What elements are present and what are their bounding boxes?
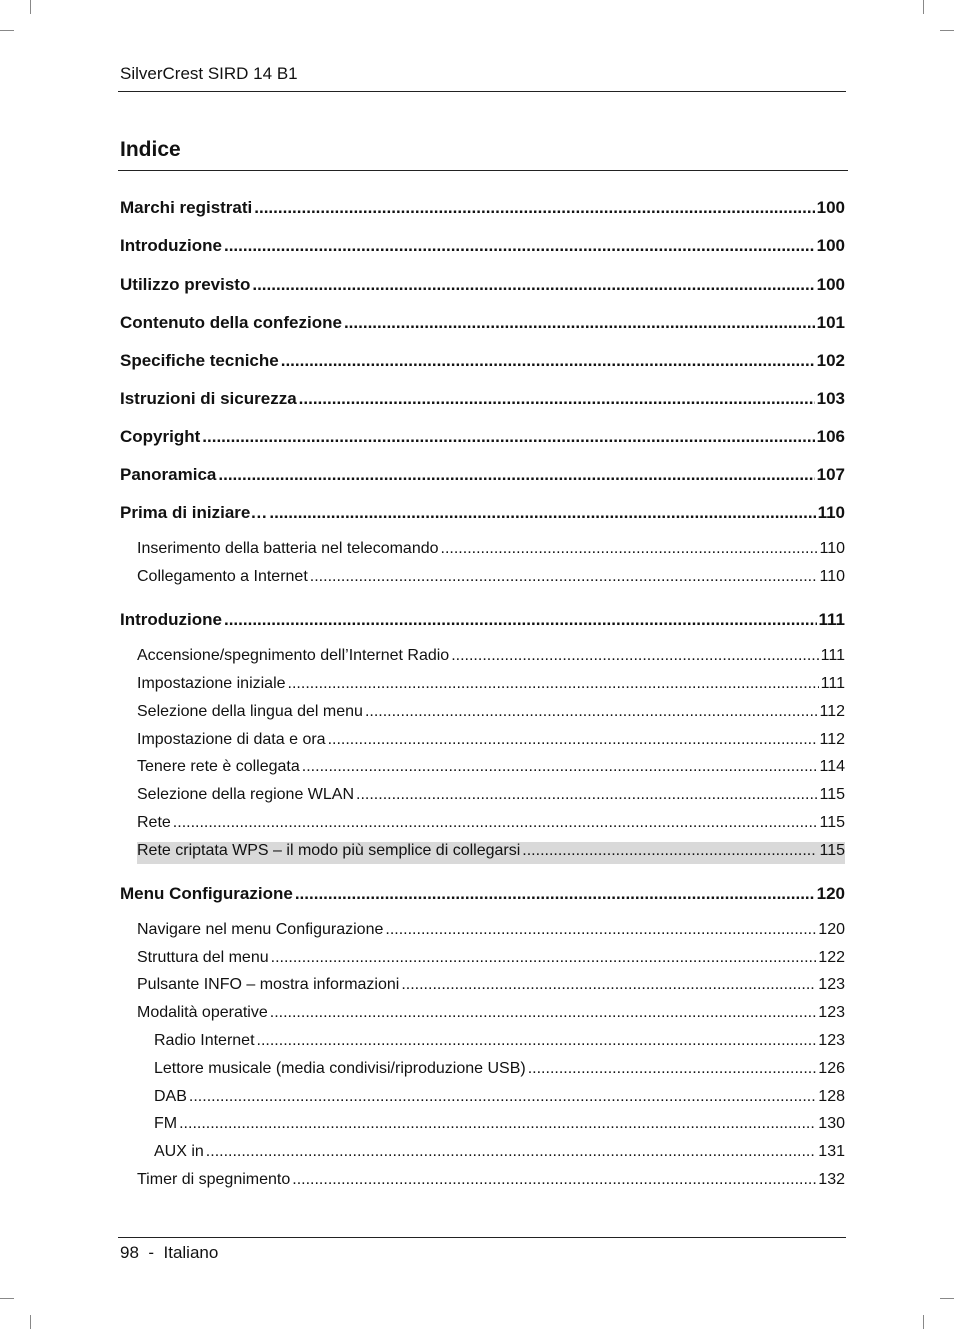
- toc-entry[interactable]: [137, 540, 845, 562]
- crop-mark: [0, 1298, 14, 1299]
- toc-entry-label: Collegamento a Internet: [137, 568, 308, 585]
- toc-entry[interactable]: [137, 921, 845, 943]
- crop-mark: [940, 1298, 954, 1299]
- toc-entry-label: Contenuto della confezione: [120, 313, 342, 332]
- toc-entry-page: 123: [818, 976, 845, 993]
- toc-entry-label: DAB: [154, 1088, 187, 1105]
- toc-entry[interactable]: [137, 1171, 845, 1193]
- dot-leader: [224, 610, 817, 630]
- toc-entry-page: 103: [816, 389, 845, 408]
- toc-entry-page: 112: [819, 703, 845, 720]
- dot-leader: [252, 275, 814, 295]
- toc-entry-page: 102: [816, 351, 845, 370]
- footer-separator: -: [148, 1243, 155, 1262]
- toc-entry-page: 123: [818, 1032, 845, 1049]
- toc-entry-label: Istruzioni di sicurezza: [120, 389, 297, 408]
- toc-entry-page: 112: [819, 731, 845, 748]
- dot-leader: [189, 1088, 816, 1106]
- toc-entry-label: Selezione della regione WLAN: [137, 786, 355, 803]
- dot-leader: [302, 758, 818, 776]
- toc-entry[interactable]: [120, 351, 845, 373]
- toc-entry-page: 131: [818, 1143, 845, 1160]
- toc-entry-page: 100: [816, 198, 845, 217]
- toc-entry[interactable]: [120, 884, 845, 906]
- toc-entry-label: Panoramica: [120, 465, 217, 484]
- toc-entry-page: 111: [820, 647, 845, 664]
- toc-entry-page: 130: [818, 1115, 845, 1132]
- toc-entry[interactable]: [120, 313, 845, 335]
- crop-mark: [0, 30, 14, 31]
- toc-entry-label: Selezione della lingua del menu: [137, 703, 363, 720]
- footer-language: Italiano: [163, 1243, 219, 1262]
- dot-leader: [292, 1171, 816, 1189]
- crop-mark: [923, 1315, 924, 1329]
- toc-entry[interactable]: [154, 1060, 845, 1082]
- toc-entry-page: 120: [818, 921, 845, 938]
- toc-entry[interactable]: [137, 949, 845, 971]
- toc-entry[interactable]: [137, 842, 845, 864]
- toc-entry-page: 100: [816, 236, 845, 255]
- toc-entry[interactable]: [154, 1088, 845, 1110]
- toc-entry[interactable]: [120, 610, 845, 632]
- toc-entry[interactable]: [120, 503, 845, 525]
- toc-entry-label: Introduzione: [120, 610, 222, 629]
- toc-entry[interactable]: [137, 976, 845, 998]
- dot-leader: [365, 703, 818, 721]
- toc-entry-label: Accensione/spegnimento dell’Internet Radio: [137, 647, 450, 664]
- dot-leader: [173, 814, 818, 832]
- dot-leader: [270, 1004, 817, 1022]
- toc-entry[interactable]: [137, 675, 845, 697]
- page-footer: [120, 1243, 218, 1263]
- toc-entry-label: Impostazione di data e ora: [137, 731, 326, 748]
- toc-entry-label: Pulsante INFO – mostra informazioni: [137, 976, 400, 993]
- dot-leader: [271, 949, 817, 967]
- toc-entry[interactable]: [137, 786, 845, 808]
- toc-entry-page: 115: [819, 786, 845, 803]
- toc-entry-page: 120: [816, 884, 845, 903]
- dot-leader: [295, 884, 815, 904]
- toc-entry-label: Impostazione iniziale: [137, 675, 286, 692]
- toc-entry-label: FM: [154, 1115, 178, 1132]
- header-divider: [118, 91, 846, 92]
- dot-leader: [344, 313, 815, 333]
- running-header: SilverCrest SIRD 14 B1: [120, 64, 298, 83]
- crop-mark: [940, 30, 954, 31]
- dot-leader: [451, 647, 818, 665]
- toc-entry-page: 114: [819, 758, 845, 775]
- toc-entry-label: Inserimento della batteria nel telecomando: [137, 540, 439, 557]
- dot-leader: [441, 540, 818, 558]
- toc-entry-label: Specifiche tecniche: [120, 351, 279, 370]
- toc-entry-page: 132: [818, 1171, 845, 1188]
- toc-entry-page: 115: [819, 814, 845, 831]
- toc-entry-page: 101: [816, 313, 845, 332]
- toc-entry-label: Utilizzo previsto: [120, 275, 251, 294]
- toc-entry-page: 111: [820, 675, 845, 692]
- toc-entry-label: Copyright: [120, 427, 201, 446]
- toc-entry-page: 107: [816, 465, 845, 484]
- dot-leader: [288, 675, 819, 693]
- toc-entry[interactable]: [137, 1004, 845, 1026]
- toc-entry-label: Lettore musicale (media condivisi/riproduzione USB): [154, 1060, 526, 1077]
- toc-entry-label: Rete criptata WPS – il modo più semplice di collegarsi: [137, 842, 521, 859]
- toc-entry-label: AUX in: [154, 1143, 204, 1160]
- toc-entry[interactable]: [137, 568, 845, 590]
- page-title: Indice: [120, 138, 181, 161]
- toc-entry-page: 115: [819, 842, 845, 859]
- toc-entry-label: Struttura del menu: [137, 949, 269, 966]
- toc-entry-label: Rete: [137, 814, 171, 831]
- dot-leader: [206, 1143, 817, 1161]
- toc-entry[interactable]: [154, 1143, 845, 1165]
- title-divider: [118, 170, 848, 171]
- toc-entry-page: 110: [819, 540, 845, 557]
- dot-leader: [299, 389, 815, 409]
- dot-leader: [202, 427, 814, 447]
- dot-leader: [401, 976, 816, 994]
- toc-entry[interactable]: [137, 647, 845, 669]
- crop-mark: [30, 1315, 31, 1329]
- page-number: 98: [120, 1243, 139, 1262]
- toc-entry-page: 128: [818, 1088, 845, 1105]
- toc-entry[interactable]: [120, 427, 845, 449]
- toc-entry-label: Prima di iniziare…: [120, 503, 268, 522]
- dot-leader: [218, 465, 814, 485]
- dot-leader: [224, 236, 815, 256]
- toc-entry-page: 106: [816, 427, 845, 446]
- footer-divider: [118, 1237, 846, 1238]
- toc-entry-label: Introduzione: [120, 236, 222, 255]
- toc-entry[interactable]: [120, 198, 845, 220]
- dot-leader: [254, 198, 814, 218]
- dot-leader: [356, 786, 817, 804]
- toc-entry[interactable]: [137, 731, 845, 753]
- toc-entry[interactable]: [137, 703, 845, 725]
- toc-entry-page: 111: [818, 610, 845, 629]
- toc-entry[interactable]: [137, 814, 845, 836]
- toc-entry-page: 122: [818, 949, 845, 966]
- toc-entry-label: Menu Configurazione: [120, 884, 293, 903]
- toc-entry[interactable]: [120, 275, 845, 297]
- dot-leader: [179, 1115, 816, 1133]
- dot-leader: [328, 731, 818, 749]
- toc-entry-label: Radio Internet: [154, 1032, 255, 1049]
- dot-leader: [310, 568, 818, 586]
- toc-entry-label: Modalità operative: [137, 1004, 268, 1021]
- dot-leader: [257, 1032, 817, 1050]
- dot-leader: [281, 351, 815, 371]
- toc-entry-label: Navigare nel menu Configurazione: [137, 921, 384, 938]
- toc-entry-page: 126: [818, 1060, 845, 1077]
- toc-entry-page: 123: [818, 1004, 845, 1021]
- toc-entry-page: 100: [816, 275, 845, 294]
- dot-leader: [528, 1060, 817, 1078]
- toc-entry[interactable]: [120, 236, 845, 258]
- toc-entry-page: 110: [817, 503, 845, 522]
- toc-entry[interactable]: [137, 758, 845, 780]
- dot-leader: [385, 921, 816, 939]
- toc-entry[interactable]: [120, 389, 845, 411]
- toc-entry[interactable]: [120, 465, 845, 487]
- toc-entry[interactable]: [154, 1032, 845, 1054]
- dot-leader: [522, 842, 817, 860]
- toc-entry-label: Timer di spegnimento: [137, 1171, 291, 1188]
- toc-entry[interactable]: [154, 1115, 845, 1137]
- dot-leader: [269, 503, 815, 523]
- crop-mark: [30, 0, 31, 14]
- toc-entry-label: Marchi registrati: [120, 198, 253, 217]
- crop-mark: [923, 0, 924, 14]
- toc-entry-page: 110: [819, 568, 845, 585]
- toc-entry-label: Tenere rete è collegata: [137, 758, 300, 775]
